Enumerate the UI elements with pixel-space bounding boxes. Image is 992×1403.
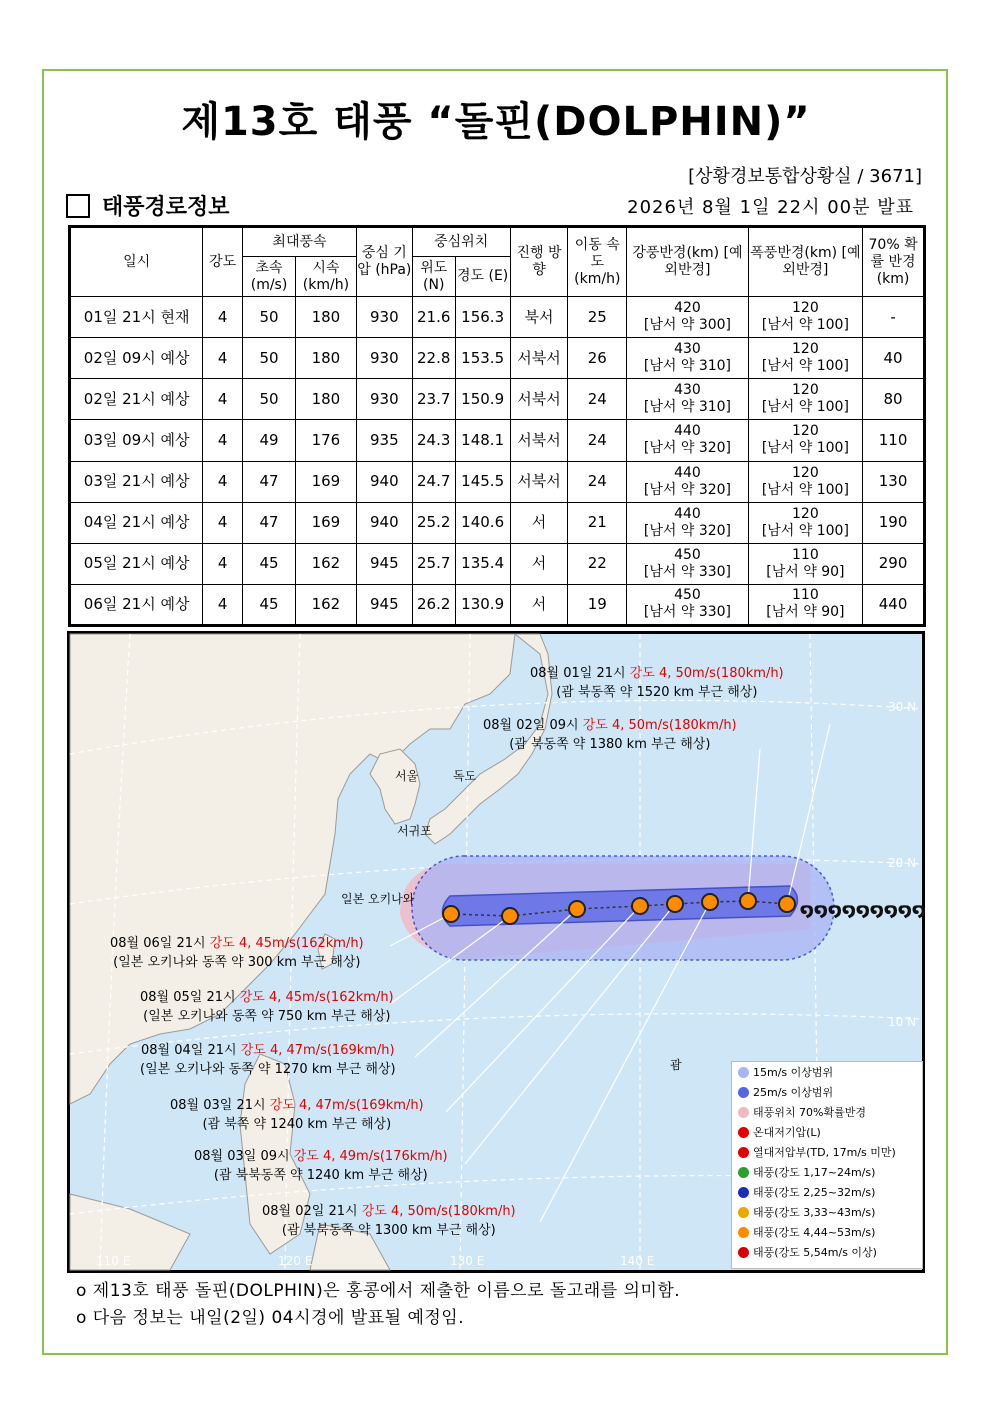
cell-speed: 25 — [568, 297, 627, 338]
cell-storm-exception: [남서 약 90] — [766, 563, 845, 580]
cell-time: 04일 21시 예상 — [70, 502, 203, 543]
cell-strong-radius — [627, 543, 748, 584]
checkbox-icon — [66, 194, 90, 218]
cell-storm-value: 120 — [792, 423, 819, 440]
cell-prob: 130 — [863, 461, 925, 502]
past-track-icon: ໑ — [800, 900, 814, 921]
annotation-0801-21: 08월 01일 21시 강도 4, 50m/s(180km/h) (괌 북동쪽 약 1520 km 부근 해상) — [530, 666, 784, 700]
cell-storm-exception: [남서 약 100] — [761, 440, 849, 457]
cell-lon: 153.5 — [455, 338, 510, 379]
legend-label: 태풍위치 70%확률반경 — [753, 1106, 866, 1119]
cell-storm-value: 120 — [792, 382, 819, 399]
cell-strong-value: 450 — [674, 587, 701, 604]
cell-kmh: 169 — [295, 461, 356, 502]
table-row — [70, 502, 925, 543]
legend-label: 태풍(강도 5,54m/s 이상) — [753, 1246, 877, 1259]
header-lat: 위도 (N) — [412, 257, 455, 297]
cell-storm-radius — [748, 297, 862, 338]
cell-strong-value: 440 — [674, 423, 701, 440]
place-dokdo: 독도 — [453, 769, 477, 783]
legend-item — [732, 1242, 922, 1262]
cell-time: 02일 21시 예상 — [70, 379, 203, 420]
map-legend — [731, 1061, 923, 1269]
cell-dir: 서 — [510, 502, 568, 543]
past-track-icon: ໑ — [912, 900, 926, 921]
cell-lat: 25.2 — [412, 502, 455, 543]
cell-ms: 47 — [243, 502, 296, 543]
legend-item — [732, 1082, 922, 1102]
cell-prob: 80 — [863, 379, 925, 420]
section-header — [66, 190, 230, 221]
cell-storm-value: 120 — [792, 341, 819, 358]
cell-speed: 24 — [568, 461, 627, 502]
cell-prob: - — [863, 297, 925, 338]
grid-lon120: 120 E — [278, 1254, 313, 1268]
cell-ms: 45 — [243, 584, 296, 625]
annotation-0806-21: 08월 06일 21시 강도 4, 45m/s(162km/h) (일본 오키나와 동쪽 약 300 km 부근 해상) — [110, 936, 364, 970]
past-track-icon: ໑ — [898, 900, 912, 921]
cell-strong-exception: [남서 약 310] — [643, 399, 732, 416]
cell-lat: 22.8 — [412, 338, 455, 379]
grid-lon140: 140 E — [620, 1254, 655, 1268]
cell-kmh: 176 — [295, 420, 356, 461]
cell-strong-radius — [627, 420, 748, 461]
issued-time: 2026년 8월 1일 22시 00분 발표 — [627, 197, 914, 218]
legend-label: 열대저압부(TD, 17m/s 미만) — [753, 1146, 896, 1159]
header-prob: 70% 확률 반경 (km) — [863, 227, 925, 297]
cell-storm-exception: [남서 약 100] — [761, 481, 849, 498]
past-track-icon: ໑ — [856, 900, 870, 921]
table-row — [70, 543, 925, 584]
annotation-0802-09: 08월 02일 09시 강도 4, 50m/s(180km/h) (괌 북동쪽 약 1380 km 부근 해상) — [483, 718, 737, 752]
cell-intensity: 4 — [203, 297, 243, 338]
cell-lon: 140.6 — [455, 502, 510, 543]
annotation-0804-21: 08월 04일 21시 강도 4, 47m/s(169km/h) (일본 오키나와 동쪽 약 1270 km 부근 해상) — [140, 1043, 396, 1077]
place-okinawa: 일본 오키나와 — [341, 892, 415, 906]
cell-kmh: 180 — [295, 297, 356, 338]
legend-item — [732, 1222, 922, 1242]
header-pressure: 중심 기압 (hPa) — [356, 227, 412, 297]
legend-item — [732, 1142, 922, 1162]
office-label: [상황경보통합상황실 / 3671] — [688, 166, 922, 187]
cell-strong-exception: [남서 약 310] — [643, 358, 732, 375]
place-guam: 괌 — [670, 1058, 682, 1072]
legend-swatch-icon — [738, 1247, 749, 1258]
cell-storm-exception: [남서 약 100] — [761, 358, 849, 375]
legend-item — [732, 1062, 922, 1082]
table-row — [70, 379, 925, 420]
cell-hpa: 935 — [356, 420, 412, 461]
cell-storm-value: 110 — [792, 587, 819, 604]
cell-lon: 150.9 — [455, 379, 510, 420]
cell-strong-value: 450 — [674, 546, 701, 563]
legend-swatch-icon — [738, 1147, 749, 1158]
cell-lat: 23.7 — [412, 379, 455, 420]
annotation-0803-09: 08월 03일 09시 강도 4, 49m/s(176km/h) (괌 북북동쪽 약 1240 km 부근 해상) — [194, 1149, 448, 1183]
cell-intensity: 4 — [203, 543, 243, 584]
cell-intensity: 4 — [203, 584, 243, 625]
past-track-icon: ໑ — [884, 900, 898, 921]
cell-storm-radius — [748, 543, 862, 584]
cell-strong-exception: [남서 약 330] — [643, 604, 732, 621]
past-track-icon: ໑ — [828, 900, 842, 921]
place-seogwipo: 서귀포 — [397, 824, 432, 838]
cell-storm-value: 120 — [792, 464, 819, 481]
cell-storm-exception: [남서 약 100] — [761, 317, 849, 334]
cell-speed: 24 — [568, 420, 627, 461]
cell-intensity: 4 — [203, 420, 243, 461]
cell-lat: 24.7 — [412, 461, 455, 502]
cell-strong-radius — [627, 297, 748, 338]
cell-hpa: 930 — [356, 379, 412, 420]
legend-swatch-icon — [738, 1207, 749, 1218]
place-seoul: 서울 — [395, 769, 419, 783]
typhoon-position-icon — [443, 906, 459, 922]
past-track-icon: ໑ — [814, 900, 828, 921]
header-speed: 이동 속도 (km/h) — [568, 227, 627, 297]
cell-strong-exception: [남서 약 320] — [643, 440, 732, 457]
grid-lon130: 130 E — [450, 1254, 485, 1268]
header-wind-kmh: 시속 (km/h) — [295, 257, 356, 297]
cell-prob: 190 — [863, 502, 925, 543]
header-center: 중심위치 — [412, 227, 510, 257]
cell-strong-exception: [남서 약 320] — [643, 522, 732, 539]
cell-strong-exception: [남서 약 330] — [643, 563, 732, 580]
annotation-0802-21: 08월 02일 21시 강도 4, 50m/s(180km/h) (괌 북북동쪽 약 1300 km 부근 해상) — [262, 1204, 516, 1238]
cell-ms: 47 — [243, 461, 296, 502]
cell-storm-exception: [남서 약 100] — [761, 522, 849, 539]
legend-swatch-icon — [738, 1127, 749, 1138]
cell-kmh: 180 — [295, 338, 356, 379]
typhoon-track-map — [67, 631, 925, 1273]
legend-label: 온대저기압(L) — [753, 1126, 821, 1139]
header-intensity: 강도 — [203, 227, 243, 297]
cell-storm-value: 120 — [792, 300, 819, 317]
cell-strong-value: 440 — [674, 464, 701, 481]
cell-kmh: 180 — [295, 379, 356, 420]
cell-prob: 440 — [863, 584, 925, 625]
cell-lat: 25.7 — [412, 543, 455, 584]
legend-item — [732, 1182, 922, 1202]
cell-speed: 22 — [568, 543, 627, 584]
cell-hpa: 940 — [356, 461, 412, 502]
cell-prob: 110 — [863, 420, 925, 461]
cell-time: 06일 21시 예상 — [70, 584, 203, 625]
cell-hpa: 940 — [356, 502, 412, 543]
cell-time: 02일 09시 예상 — [70, 338, 203, 379]
cell-storm-radius — [748, 502, 862, 543]
cell-speed: 24 — [568, 379, 627, 420]
cell-storm-radius — [748, 379, 862, 420]
grid-lon110: 110 E — [96, 1254, 131, 1268]
cell-speed: 26 — [568, 338, 627, 379]
cell-strong-value: 430 — [674, 382, 701, 399]
section-title: 태풍경로정보 — [102, 195, 230, 220]
cell-strong-radius — [627, 379, 748, 420]
cell-dir: 서북서 — [510, 461, 568, 502]
legend-label: 15m/s 이상범위 — [753, 1066, 834, 1079]
cell-dir: 서 — [510, 543, 568, 584]
typhoon-position-icon — [632, 898, 648, 914]
cell-kmh: 169 — [295, 502, 356, 543]
cell-prob: 290 — [863, 543, 925, 584]
cell-dir: 서북서 — [510, 420, 568, 461]
typhoon-position-icon — [702, 894, 718, 910]
cell-strong-value: 430 — [674, 341, 701, 358]
cell-lat: 26.2 — [412, 584, 455, 625]
cell-ms: 50 — [243, 297, 296, 338]
cell-intensity: 4 — [203, 338, 243, 379]
cell-storm-radius — [748, 584, 862, 625]
cell-strong-radius — [627, 461, 748, 502]
legend-swatch-icon — [738, 1087, 749, 1098]
past-track-icon: ໑ — [842, 900, 856, 921]
cell-lat: 24.3 — [412, 420, 455, 461]
typhoon-position-icon — [667, 896, 683, 912]
header-direction: 진행 방향 — [510, 227, 568, 297]
cell-strong-exception: [남서 약 300] — [643, 317, 732, 334]
cell-hpa: 930 — [356, 297, 412, 338]
header-lon: 경도 (E) — [455, 257, 510, 297]
cell-dir: 서북서 — [510, 379, 568, 420]
cell-time: 03일 21시 예상 — [70, 461, 203, 502]
cell-ms: 45 — [243, 543, 296, 584]
legend-swatch-icon — [738, 1227, 749, 1238]
cell-lon: 145.5 — [455, 461, 510, 502]
cell-intensity: 4 — [203, 461, 243, 502]
cell-storm-exception: [남서 약 100] — [761, 399, 849, 416]
cell-storm-value: 110 — [792, 546, 819, 563]
typhoon-position-icon — [740, 893, 756, 909]
notes — [76, 1278, 680, 1332]
table-row — [70, 338, 925, 379]
header-strong-radius: 강풍반경(km) [예외반경] — [627, 227, 748, 297]
cell-storm-exception: [남서 약 90] — [766, 604, 845, 621]
typhoon-position-icon — [779, 896, 795, 912]
cell-hpa: 945 — [356, 584, 412, 625]
cell-dir: 북서 — [510, 297, 568, 338]
cell-dir: 서북서 — [510, 338, 568, 379]
cell-speed: 19 — [568, 584, 627, 625]
grid-lat20: 20 N — [888, 856, 917, 870]
legend-swatch-icon — [738, 1067, 749, 1078]
legend-swatch-icon — [738, 1167, 749, 1178]
cell-prob: 40 — [863, 338, 925, 379]
table-row — [70, 584, 925, 625]
cell-time: 03일 09시 예상 — [70, 420, 203, 461]
legend-item — [732, 1122, 922, 1142]
note-2: o 다음 정보는 내일(2일) 04시경에 발표될 예정임. — [76, 1308, 465, 1328]
cell-lon: 130.9 — [455, 584, 510, 625]
table-row — [70, 297, 925, 338]
cell-storm-radius — [748, 461, 862, 502]
cell-time: 05일 21시 예상 — [70, 543, 203, 584]
cell-hpa: 930 — [356, 338, 412, 379]
cell-lon: 148.1 — [455, 420, 510, 461]
cell-strong-value: 420 — [674, 300, 701, 317]
past-track-icon: ໑ — [870, 900, 884, 921]
cell-intensity: 4 — [203, 379, 243, 420]
cell-lon: 156.3 — [455, 297, 510, 338]
cell-hpa: 945 — [356, 543, 412, 584]
cell-strong-radius — [627, 502, 748, 543]
legend-swatch-icon — [738, 1107, 749, 1118]
cell-ms: 49 — [243, 420, 296, 461]
grid-lat10: 10 N — [888, 1015, 917, 1029]
typhoon-position-icon — [502, 908, 518, 924]
cell-strong-radius — [627, 338, 748, 379]
legend-label: 25m/s 이상범위 — [753, 1086, 834, 1099]
page-title: 제13호 태풍 “돌핀(DOLPHIN)” — [181, 99, 811, 145]
cell-strong-radius — [627, 584, 748, 625]
grid-lat30: 30 N — [888, 700, 917, 714]
legend-item — [732, 1102, 922, 1122]
cell-storm-radius — [748, 420, 862, 461]
cell-ms: 50 — [243, 379, 296, 420]
legend-item — [732, 1162, 922, 1182]
header-storm-radius: 폭풍반경(km) [예외반경] — [748, 227, 862, 297]
cell-speed: 21 — [568, 502, 627, 543]
table-row — [70, 420, 925, 461]
typhoon-position-icon — [569, 901, 585, 917]
cell-kmh: 162 — [295, 543, 356, 584]
annotation-0803-21: 08월 03일 21시 강도 4, 47m/s(169km/h) (괌 북쪽 약 1240 km 부근 해상) — [170, 1098, 424, 1132]
cell-lon: 135.4 — [455, 543, 510, 584]
cell-kmh: 162 — [295, 584, 356, 625]
cell-dir: 서 — [510, 584, 568, 625]
cell-strong-exception: [남서 약 320] — [643, 481, 732, 498]
legend-item — [732, 1202, 922, 1222]
annotation-0805-21: 08월 05일 21시 강도 4, 45m/s(162km/h) (일본 오키나와 동쪽 약 750 km 부근 해상) — [140, 990, 394, 1024]
cell-storm-value: 120 — [792, 505, 819, 522]
cell-ms: 50 — [243, 338, 296, 379]
cell-storm-radius — [748, 338, 862, 379]
header-max-wind: 최대풍속 — [243, 227, 357, 257]
table-row — [70, 461, 925, 502]
header-wind-ms: 초속 (m/s) — [243, 257, 296, 297]
cell-intensity: 4 — [203, 502, 243, 543]
cell-lat: 21.6 — [412, 297, 455, 338]
cell-time: 01일 21시 현재 — [70, 297, 203, 338]
note-1: o 제13호 태풍 돌핀(DOLPHIN)은 홍콩에서 제출한 이름으로 돌고래를 의미함. — [76, 1281, 681, 1301]
legend-label: 태풍(강도 4,44~53m/s) — [753, 1226, 876, 1239]
cell-strong-value: 440 — [674, 505, 701, 522]
legend-label: 태풍(강도 3,33~43m/s) — [753, 1206, 876, 1219]
legend-label: 태풍(강도 2,25~32m/s) — [753, 1186, 876, 1199]
legend-swatch-icon — [738, 1187, 749, 1198]
typhoon-track-table — [68, 225, 926, 627]
header-time: 일시 — [70, 227, 203, 297]
legend-label: 태풍(강도 1,17~24m/s) — [753, 1166, 876, 1179]
